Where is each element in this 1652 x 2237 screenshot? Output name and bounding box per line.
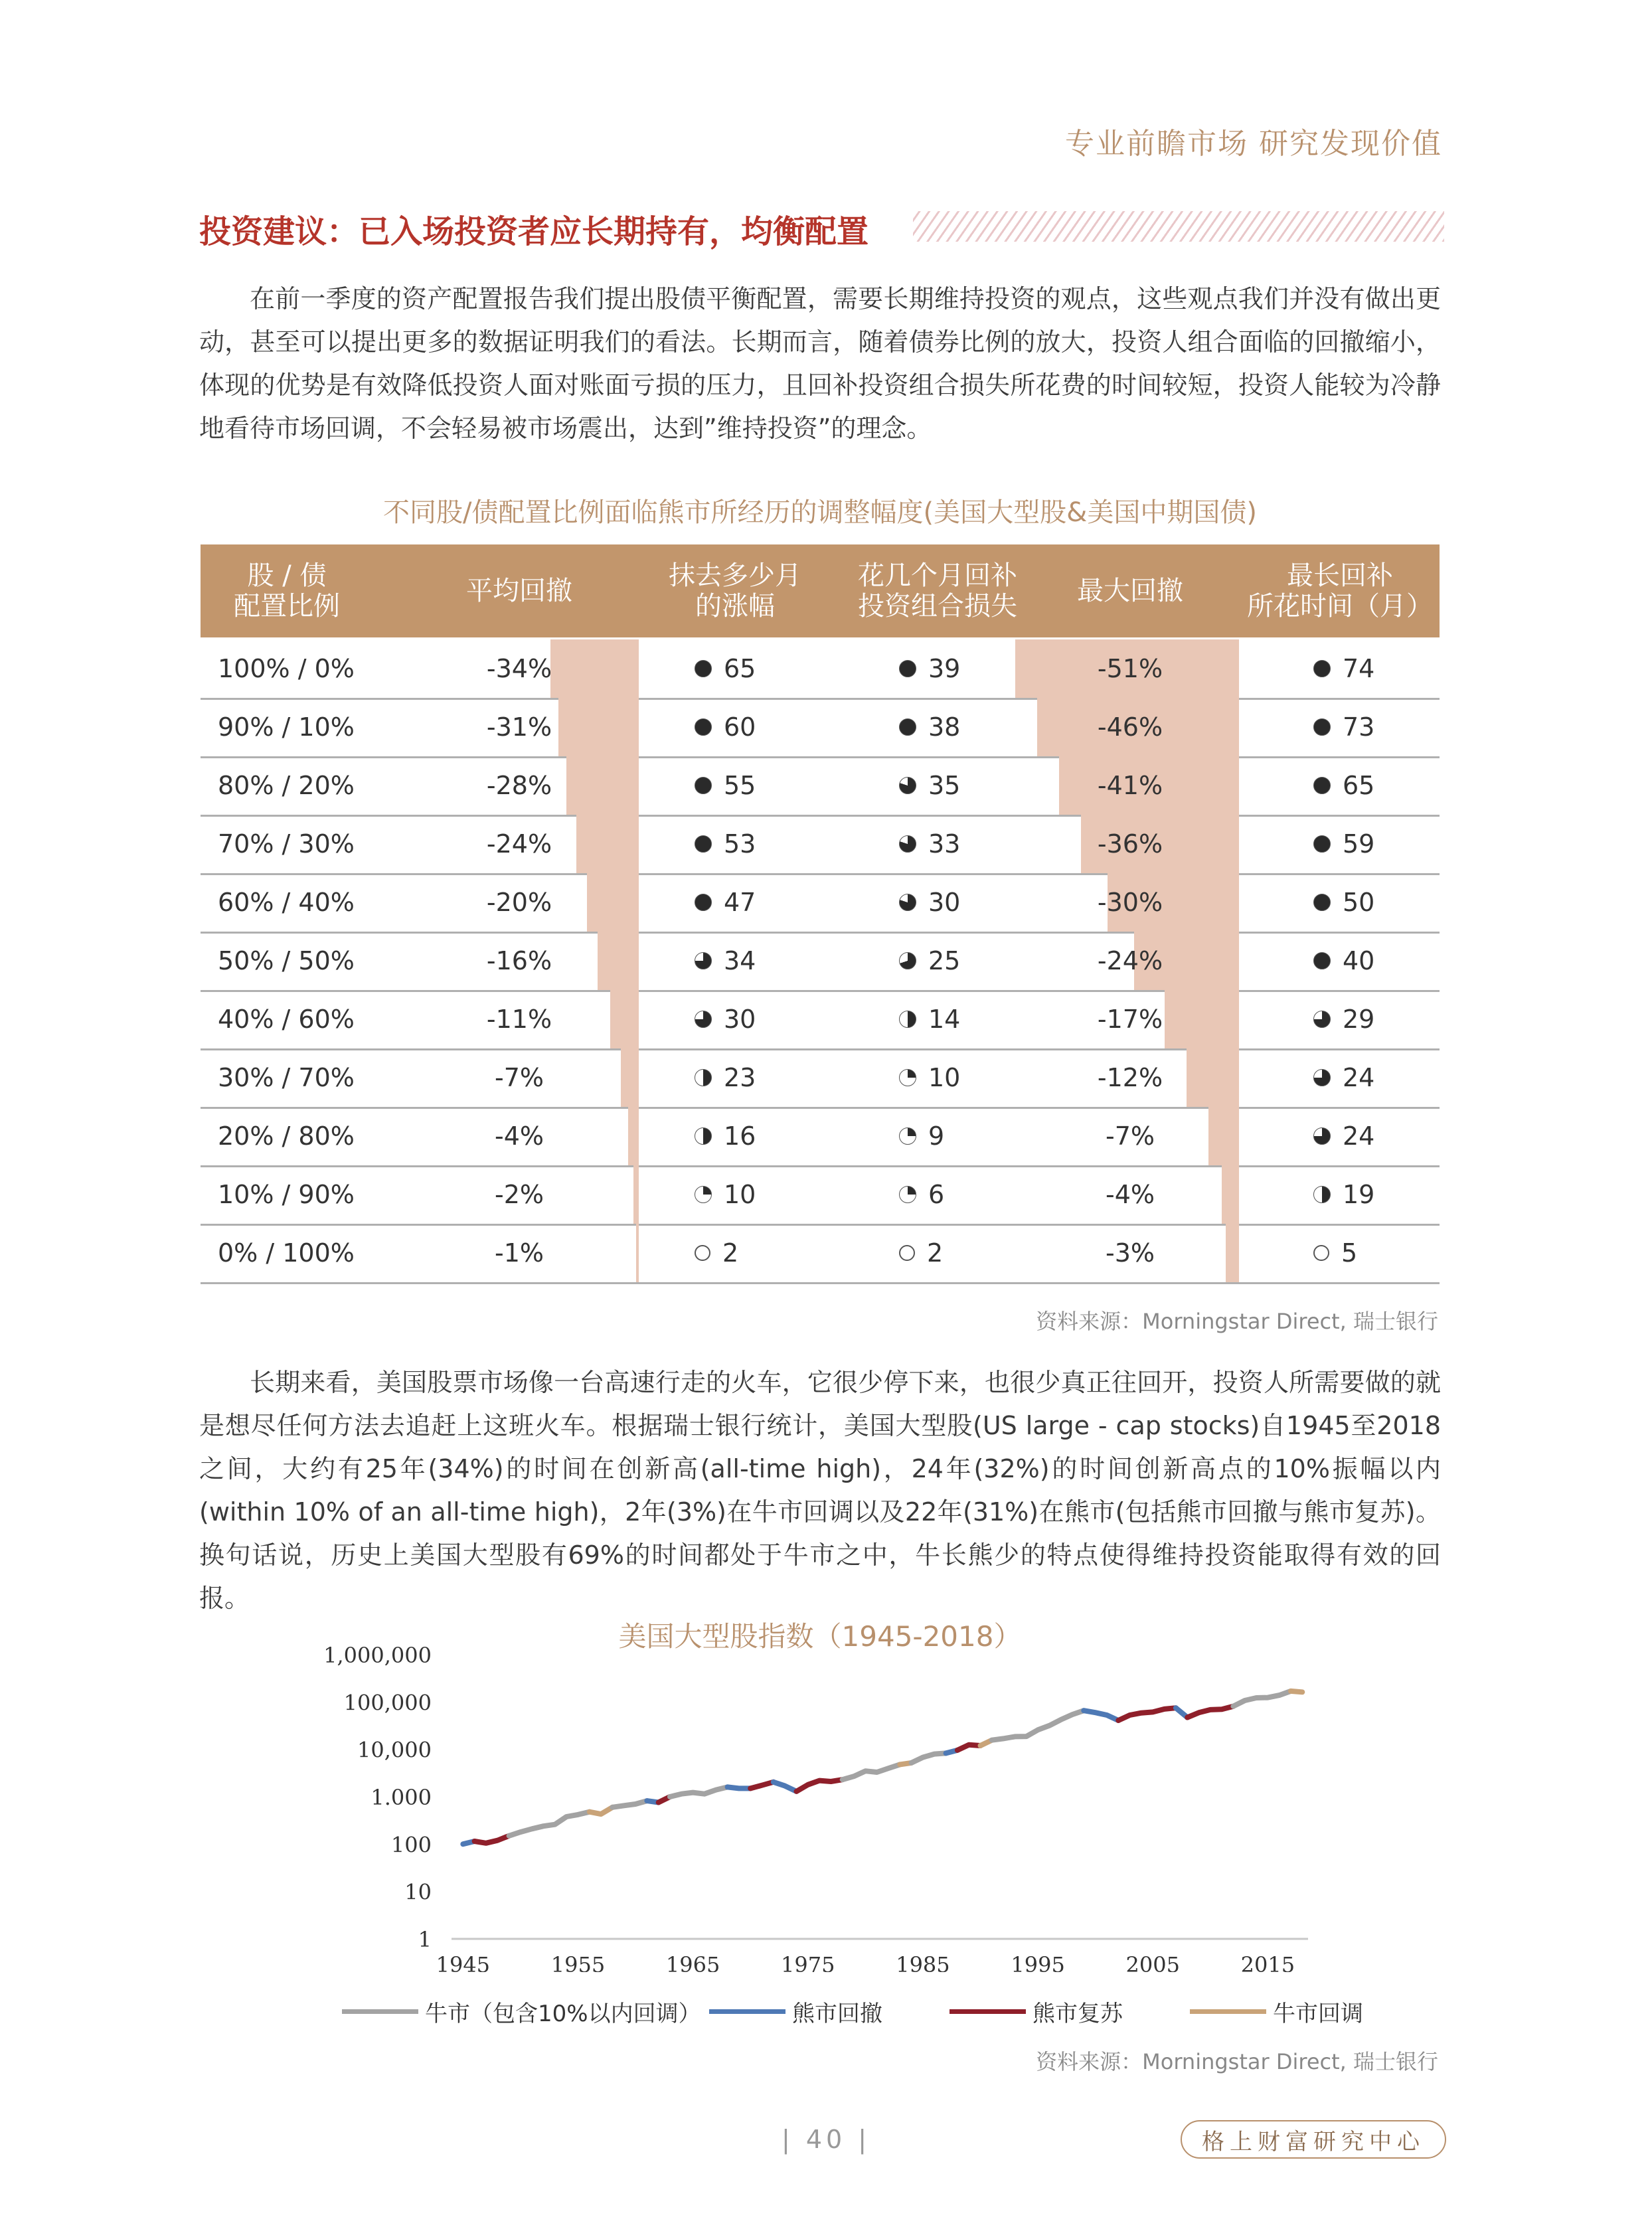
allocation-cell: 40% / 60% [218, 1005, 355, 1034]
series-segment [728, 1787, 751, 1788]
table-row [201, 639, 1440, 700]
longest-recovery-value: 29 [1343, 1005, 1375, 1034]
header-max-drawdown: 最大回撤 [1077, 576, 1183, 606]
longest-recovery-value: 73 [1343, 712, 1375, 742]
months-erased-pie-icon [695, 952, 712, 969]
longest-recovery-cell [1313, 815, 1446, 873]
months-erased-cell [695, 932, 827, 990]
series-segment [612, 1801, 647, 1807]
table-row [201, 990, 1440, 1050]
months-recover-pie-icon [899, 1011, 916, 1028]
footer-badge: 格上财富研究中心 [1181, 2120, 1446, 2159]
months-erased-pie-icon [695, 777, 712, 794]
legend-bear-drawdown [709, 1995, 882, 2028]
longest-recovery-cell [1313, 639, 1446, 698]
analysis-paragraph [199, 1361, 1441, 1620]
table-row [201, 756, 1440, 817]
months-recover-value: 6 [928, 1180, 945, 1209]
x-tick-label: 2005 [1125, 1952, 1180, 1972]
series-segment [1187, 1706, 1233, 1718]
y-tick-label: 100,000 [343, 1690, 432, 1716]
analysis-paragraph-text: 长期来看，美国股票市场像一台高速行走的火车，它很少停下来，也很少真正往回开，投资人所需要做的就是想尽任何方法去追赶上这班火车。根据瑞士银行统计，美国大型股(US large - cap stocks)自1945至2018之间，大约有25年(34%)的时间在创新高(all-time high)，24年(32%)的时间创新高点的10%振幅以内(within 10% of an all-time high)，2年(3%)在牛市回调以及22年(31%)在熊市(包括熊市回撤与熊市复苏)。换句话说，历史上美国大型股有69%的时间都处于牛市之中，牛长熊少的特点使得维持投资能取得有效的回报。 [199, 1368, 1441, 1613]
max-drawdown-cell: -41% [1097, 771, 1163, 800]
longest-recovery-value: 59 [1343, 829, 1375, 859]
longest-recovery-value: 50 [1343, 888, 1375, 917]
series-segment [1233, 1691, 1291, 1706]
longest-recovery-value: 74 [1343, 654, 1375, 683]
table-source: 资料来源：Morningstar Direct, 瑞士银行 [1036, 1309, 1438, 1334]
y-tick-labels [323, 1643, 432, 1952]
series-segment [992, 1710, 1084, 1740]
series-segment [843, 1764, 900, 1780]
longest-recovery-cell [1313, 698, 1446, 756]
series-segment [1084, 1710, 1118, 1720]
series-segment [590, 1807, 613, 1814]
table-row [201, 698, 1440, 758]
months-erased-value: 2 [722, 1238, 739, 1268]
months-recover-pie-icon [899, 894, 916, 911]
longest-recovery-pie-icon [1313, 894, 1331, 911]
x-tick-label: 1995 [1011, 1952, 1065, 1972]
months-erased-value: 10 [724, 1180, 756, 1209]
series-segment [1291, 1691, 1302, 1692]
months-recover-pie-icon [899, 952, 916, 969]
months-erased-value: 55 [724, 771, 756, 800]
months-erased-pie-icon [695, 1127, 712, 1145]
avg-drawdown-bar [633, 1165, 639, 1224]
months-recover-pie-icon [899, 1245, 915, 1261]
max-drawdown-cell: -3% [1106, 1238, 1155, 1268]
x-tick-label: 1975 [781, 1952, 835, 1972]
months-erased-value: 65 [724, 654, 756, 683]
months-recover-cell [899, 932, 1032, 990]
header-months-recover: 花几个月回补 投资组合损失 [858, 560, 1017, 621]
legend-bear-recovery [950, 1995, 1123, 2028]
max-drawdown-cell: -4% [1106, 1180, 1155, 1209]
series-segment [957, 1745, 981, 1750]
header-slogan: 专业前瞻市场 研究发现价值 [1065, 127, 1442, 161]
months-recover-value: 2 [927, 1238, 944, 1268]
months-recover-cell [899, 1165, 1032, 1224]
months-recover-pie-icon [899, 777, 916, 794]
table-row [201, 1165, 1440, 1226]
months-erased-value: 47 [724, 888, 756, 917]
allocation-cell: 20% / 80% [218, 1121, 355, 1151]
avg-drawdown-cell: -1% [495, 1238, 544, 1268]
months-erased-cell [695, 639, 827, 698]
months-recover-value: 33 [928, 829, 961, 859]
months-erased-value: 60 [724, 712, 756, 742]
allocation-cell: 100% / 0% [218, 654, 355, 683]
longest-recovery-value: 65 [1343, 771, 1375, 800]
allocation-cell: 30% / 70% [218, 1063, 355, 1092]
avg-drawdown-cell: -20% [486, 888, 552, 917]
longest-recovery-pie-icon [1313, 835, 1331, 853]
legend-label-bull: 牛市（包含10%以内回调） [425, 2001, 701, 2027]
legend-bull-pullback [1190, 1995, 1363, 2028]
longest-recovery-cell [1313, 1165, 1446, 1224]
months-erased-pie-icon [695, 718, 712, 736]
months-recover-value: 10 [928, 1063, 961, 1092]
months-recover-cell [899, 639, 1032, 698]
intro-paragraph-text: 在前一季度的资产配置报告我们提出股债平衡配置，需要长期维持投资的观点，这些观点我们并没有做出更动，甚至可以提出更多的数据证明我们的看法。长期而言，随着债券比例的放大，投资人组合面临的回撤缩小，体现的优势是有效降低投资人面对账面亏损的压力，且回补投资组合损失所花费的时间较短，投资人能较为冷静地看待市场回调，不会轻易被市场震出，达到”维持投资”的理念。 [199, 284, 1441, 443]
series-segment [509, 1812, 590, 1836]
avg-drawdown-cell: -2% [495, 1180, 544, 1209]
series-segment [475, 1836, 509, 1843]
months-recover-value: 38 [928, 712, 961, 742]
series-segment [797, 1780, 843, 1791]
avg-drawdown-cell: -16% [486, 946, 552, 975]
index-line-chart [319, 1640, 1328, 1972]
series-segment [670, 1787, 728, 1797]
longest-recovery-cell [1313, 873, 1446, 932]
max-drawdown-cell: -36% [1097, 829, 1163, 859]
max-drawdown-cell: -17% [1097, 1005, 1163, 1034]
longest-recovery-pie-icon [1313, 952, 1331, 969]
legend-swatch-bear-recovery [950, 2009, 1026, 2014]
table-row [201, 1224, 1440, 1284]
months-recover-value: 35 [928, 771, 961, 800]
months-erased-cell [695, 1048, 827, 1107]
longest-recovery-pie-icon [1313, 718, 1331, 736]
allocation-cell: 0% / 100% [218, 1238, 355, 1268]
allocation-cell: 10% / 90% [218, 1180, 355, 1209]
series-segment [1118, 1708, 1176, 1720]
x-tick-label: 1955 [550, 1952, 606, 1972]
months-recover-value: 9 [928, 1121, 945, 1151]
legend-label-bull-pullback: 牛市回调 [1273, 2001, 1363, 2027]
months-recover-value: 25 [928, 946, 961, 975]
months-recover-pie-icon [899, 1127, 916, 1145]
months-recover-cell [899, 698, 1032, 756]
months-recover-cell [899, 990, 1032, 1048]
months-erased-cell [695, 815, 827, 873]
table-row [201, 873, 1440, 934]
longest-recovery-cell [1313, 1048, 1446, 1107]
y-tick-label: 1 [418, 1927, 432, 1952]
allocation-cell: 60% / 40% [218, 888, 355, 917]
longest-recovery-pie-icon [1313, 1127, 1331, 1145]
max-drawdown-cell: -12% [1097, 1063, 1163, 1092]
y-tick-label: 100 [390, 1832, 432, 1858]
legend-label-bear-recovery: 熊市复苏 [1032, 2001, 1123, 2027]
months-erased-value: 34 [724, 946, 756, 975]
allocation-cell: 70% / 30% [218, 829, 355, 859]
months-erased-pie-icon [695, 894, 712, 911]
avg-drawdown-cell: -28% [486, 771, 552, 800]
months-erased-pie-icon [695, 1245, 710, 1261]
legend-swatch-bear-drawdown [709, 2009, 785, 2014]
months-recover-pie-icon [899, 718, 916, 736]
longest-recovery-pie-icon [1313, 777, 1331, 794]
months-erased-value: 16 [724, 1121, 756, 1151]
longest-recovery-pie-icon [1313, 1186, 1331, 1203]
max-drawdown-cell: -7% [1106, 1121, 1155, 1151]
title-hatch-decoration [913, 211, 1444, 242]
header-avg-drawdown: 平均回撤 [466, 576, 572, 606]
intro-paragraph [199, 278, 1441, 450]
avg-drawdown-cell: -4% [495, 1121, 544, 1151]
months-erased-cell [695, 698, 827, 756]
table-row [201, 932, 1440, 992]
header-allocation: 股 / 债 配置比例 [234, 560, 340, 621]
section-title: 投资建议：已入场投资者应长期持有，均衡配置 [199, 213, 869, 250]
longest-recovery-value: 5 [1341, 1238, 1358, 1268]
max-drawdown-cell: -46% [1097, 712, 1163, 742]
months-recover-pie-icon [899, 1069, 916, 1086]
months-erased-pie-icon [695, 660, 712, 677]
months-recover-value: 39 [928, 654, 961, 683]
max-drawdown-cell: -51% [1097, 654, 1163, 683]
longest-recovery-value: 24 [1343, 1121, 1375, 1151]
avg-drawdown-bar [636, 1224, 639, 1282]
x-tick-labels [436, 1952, 1295, 1972]
series-segment [774, 1782, 797, 1791]
x-tick-label: 1985 [896, 1952, 950, 1972]
table-row [201, 815, 1440, 875]
months-recover-cell [899, 756, 1032, 815]
months-erased-pie-icon [695, 835, 712, 853]
longest-recovery-cell [1313, 1107, 1446, 1165]
longest-recovery-value: 24 [1343, 1063, 1375, 1092]
avg-drawdown-cell: -11% [486, 1005, 552, 1034]
avg-drawdown-cell: -34% [486, 654, 552, 683]
y-tick-label: 10,000 [357, 1737, 432, 1763]
y-tick-label: 10 [404, 1879, 432, 1905]
header-months-erased: 抹去多少月 的涨幅 [669, 560, 801, 621]
allocation-cell: 90% / 10% [218, 712, 355, 742]
series-segment [912, 1753, 946, 1763]
index-series [463, 1691, 1302, 1844]
max-drawdown-cell: -30% [1097, 888, 1163, 917]
y-tick-label: 1.000 [371, 1785, 432, 1810]
avg-drawdown-cell: -31% [486, 712, 552, 742]
page-number: | 40 | [781, 2125, 871, 2154]
longest-recovery-cell [1313, 1224, 1446, 1282]
series-segment [750, 1782, 774, 1789]
longest-recovery-cell [1313, 990, 1446, 1048]
longest-recovery-value: 19 [1343, 1180, 1375, 1209]
months-recover-cell [899, 1048, 1032, 1107]
x-tick-label: 1945 [436, 1952, 491, 1972]
chart-title: 美国大型股指数（1945-2018） [618, 1620, 1022, 1653]
longest-recovery-cell [1313, 932, 1446, 990]
months-erased-cell [695, 1165, 827, 1224]
legend-swatch-bull [342, 2009, 418, 2014]
months-erased-cell [695, 1107, 827, 1165]
months-recover-cell [899, 815, 1032, 873]
longest-recovery-value: 40 [1343, 946, 1375, 975]
longest-recovery-pie-icon [1313, 660, 1331, 677]
months-recover-pie-icon [899, 1186, 916, 1203]
months-recover-cell [899, 873, 1032, 932]
chart-source: 资料来源：Morningstar Direct, 瑞士银行 [1036, 2049, 1438, 2074]
table-row [201, 1107, 1440, 1167]
longest-recovery-cell [1313, 756, 1446, 815]
months-recover-cell [899, 1107, 1032, 1165]
legend-label-bear-drawdown: 熊市回撤 [792, 2001, 882, 2027]
header-longest-recovery: 最长回补 所花时间（月） [1247, 560, 1433, 621]
x-tick-label: 1965 [665, 1952, 720, 1972]
y-tick-label: 1,000,000 [323, 1643, 432, 1668]
months-erased-pie-icon [695, 1069, 712, 1086]
months-erased-value: 30 [724, 1005, 756, 1034]
longest-recovery-pie-icon [1313, 1069, 1331, 1086]
longest-recovery-pie-icon [1313, 1245, 1329, 1261]
max-drawdown-cell: -24% [1097, 946, 1163, 975]
months-erased-cell [695, 756, 827, 815]
months-recover-pie-icon [899, 660, 916, 677]
avg-drawdown-bar [628, 1107, 639, 1165]
table-header [201, 544, 1440, 637]
legend-bull [342, 1995, 701, 2028]
months-recover-pie-icon [899, 835, 916, 853]
longest-recovery-pie-icon [1313, 1011, 1331, 1028]
avg-drawdown-cell: -24% [486, 829, 552, 859]
x-tick-label: 2015 [1240, 1952, 1295, 1972]
legend-swatch-bull-pullback [1190, 2009, 1266, 2014]
months-erased-pie-icon [695, 1186, 712, 1203]
months-erased-value: 23 [724, 1063, 756, 1092]
avg-drawdown-cell: -7% [495, 1063, 544, 1092]
table-row [201, 1048, 1440, 1109]
months-recover-cell [899, 1224, 1032, 1282]
months-erased-cell [695, 1224, 827, 1282]
allocation-cell: 50% / 50% [218, 946, 355, 975]
months-recover-value: 30 [928, 888, 961, 917]
months-erased-value: 53 [724, 829, 756, 859]
months-erased-cell [695, 873, 827, 932]
months-erased-pie-icon [695, 1011, 712, 1028]
table-title: 不同股/债配置比例面临熊市所经历的调整幅度(美国大型股&美国中期国债) [383, 497, 1257, 528]
avg-drawdown-bar [621, 1048, 639, 1107]
months-recover-value: 14 [928, 1005, 961, 1034]
allocation-cell: 80% / 20% [218, 771, 355, 800]
months-erased-cell [695, 990, 827, 1048]
